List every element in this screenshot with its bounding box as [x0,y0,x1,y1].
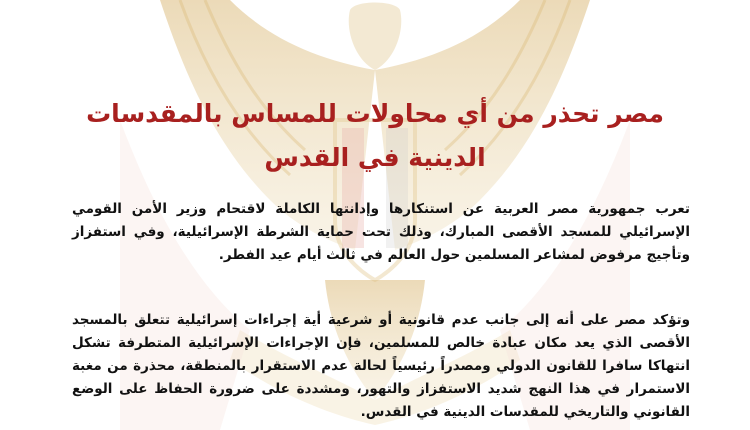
article-title: مصر تحذر من أي محاولات للمساس بالمقدسات الدينية في القدس [86,99,664,172]
article-paragraph-1: تعرب جمهورية مصر العربية عن استنكارها وإدانتها الكاملة لاقتحام وزير الأمن القومي الإسرائيلي للمسجد الأقصى المبارك، وذلك تحت حماية الشرطة الإسرائيلية، وفي استفزاز وتأجيج مرفوض لمشاعر المسلمين حول العالم في ثالث أيام عيد الفطر. [72,201,690,263]
article-paragraph-2: وتؤكد مصر على أنه إلى جانب عدم قانونية أو شرعية أية إجراءات إسرائيلية تتعلق بالمسجد الأقصى الذي يعد مكان عبادة خالص للمسلمين، فإن الإجراءات الإسرائيلية المتطرفة تشكل انتهاكا سافرا للقانون الدولي ومصدراً رئيسياً لحالة عدم الاستقرار بالمنطقة، محذرة من مغبة الاستمرار في هذا النهج شديد الاستفزاز والتهور، ومشددة على ضرورة الحفاظ على الوضع القانوني والتاريخي للمقدسات الدينية في القدس. [72,312,690,420]
